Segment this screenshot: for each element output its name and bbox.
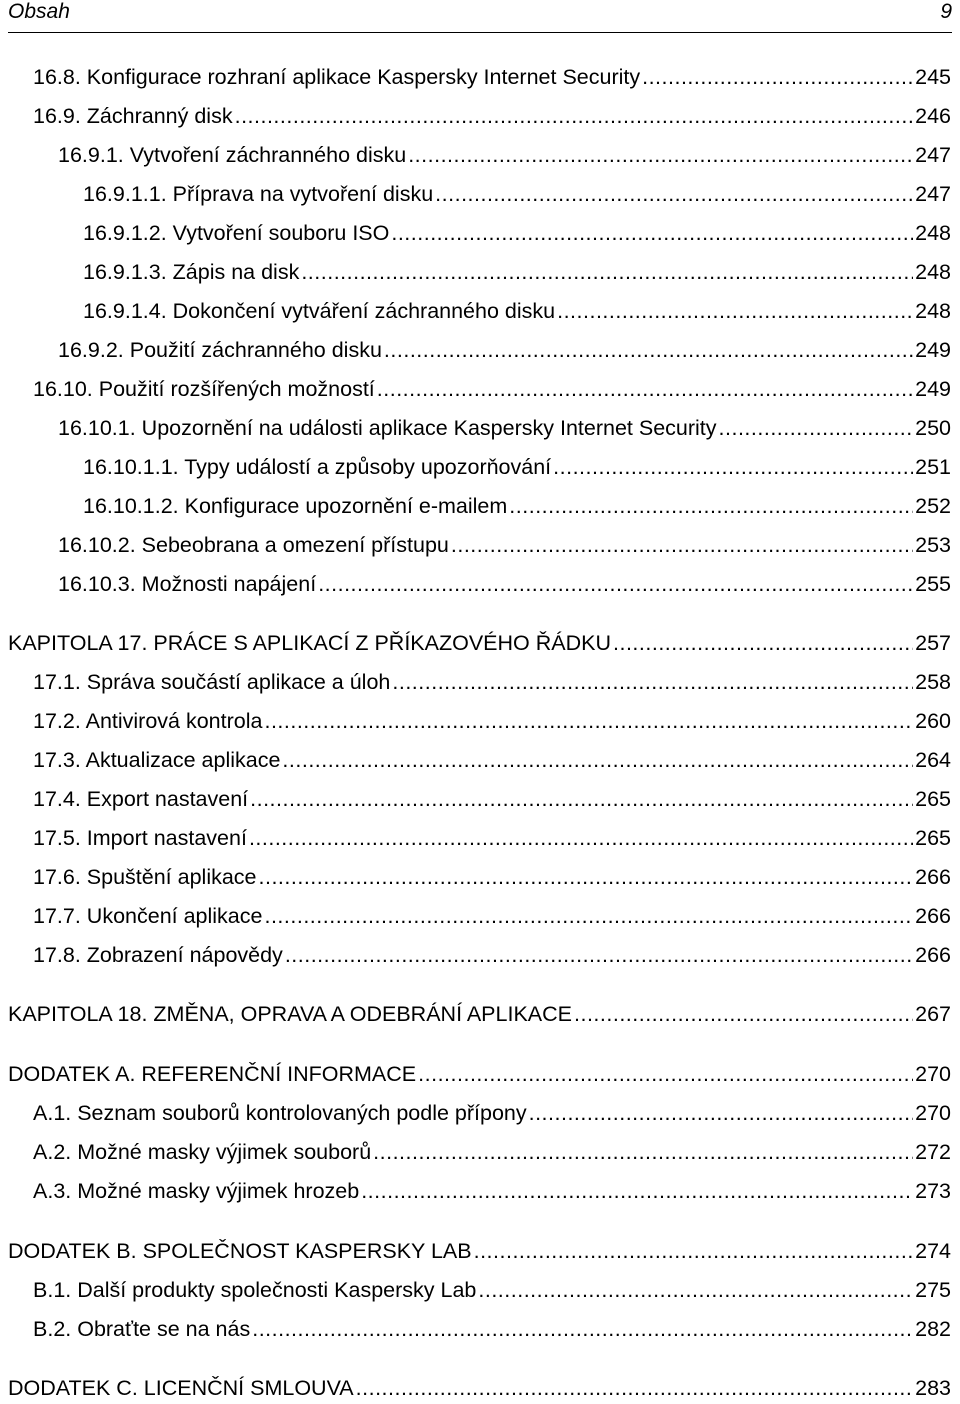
toc-entry-page: 272: [915, 1140, 951, 1164]
toc-entry[interactable]: [58, 571, 951, 597]
toc-entry[interactable]: [33, 825, 951, 851]
toc-entry-title: DODATEK A. REFERENČNÍ INFORMACE: [8, 1062, 417, 1086]
toc-dot-leader: [250, 786, 913, 812]
toc-entry-page: 245: [915, 65, 951, 89]
toc-entry[interactable]: [33, 64, 951, 90]
toc-entry[interactable]: [8, 630, 951, 656]
toc-entry[interactable]: [83, 181, 951, 207]
toc-entry-title: B.1. Další produkty společnosti Kaspersky Lab: [33, 1278, 477, 1302]
toc-entry-page: 249: [915, 338, 951, 362]
toc-dot-leader: [373, 1139, 913, 1165]
toc-entry-page: 248: [915, 299, 951, 323]
toc-entry-page: 270: [915, 1062, 951, 1086]
toc-dot-leader: [318, 571, 913, 597]
toc-dot-leader: [384, 337, 913, 363]
toc-entry-page: 265: [915, 787, 951, 811]
toc-dot-leader: [264, 903, 913, 929]
toc-entry-title: 16.10.1.2. Konfigurace upozornění e-mailem: [83, 494, 508, 518]
toc-entry[interactable]: [83, 493, 951, 519]
toc-entry-page: 252: [915, 494, 951, 518]
toc-dot-leader: [574, 1001, 913, 1027]
toc-dot-leader: [356, 1375, 913, 1401]
toc-entry-title: B.2. Obraťte se na nás: [33, 1317, 251, 1341]
toc-dot-leader: [361, 1178, 913, 1204]
toc-dot-leader: [553, 454, 913, 480]
toc-entry-page: 247: [915, 182, 951, 206]
toc-entry-page: 253: [915, 533, 951, 557]
toc-entry-page: 270: [915, 1101, 951, 1125]
toc-entry[interactable]: [58, 415, 951, 441]
header-page-number: 9: [940, 0, 952, 23]
toc-entry-title: DODATEK B. SPOLEČNOST KASPERSKY LAB: [8, 1239, 472, 1263]
toc-entry-page: 258: [915, 670, 951, 694]
toc-entry-title: A.3. Možné masky výjimek hrozeb: [33, 1179, 360, 1203]
toc-entry-page: 266: [915, 904, 951, 928]
toc-entry-page: 273: [915, 1179, 951, 1203]
toc-entry-page: 266: [915, 943, 951, 967]
toc-entry[interactable]: [83, 454, 951, 480]
toc-entry[interactable]: [33, 708, 951, 734]
toc-entry[interactable]: [33, 786, 951, 812]
toc-entry[interactable]: [8, 1001, 951, 1027]
toc-dot-leader: [377, 376, 913, 402]
header-title: Obsah: [8, 0, 70, 23]
toc-entry[interactable]: [8, 1061, 951, 1087]
toc-dot-leader: [613, 630, 913, 656]
page-header: [8, 0, 952, 33]
toc-entry-title: 16.8. Konfigurace rozhraní aplikace Kaspersky Internet Security: [33, 65, 641, 89]
toc-dot-leader: [249, 825, 913, 851]
toc-entry-page: 249: [915, 377, 951, 401]
toc-entry[interactable]: [33, 1100, 951, 1126]
toc-entry-page: 266: [915, 865, 951, 889]
toc-entry-page: 246: [915, 104, 951, 128]
toc-entry[interactable]: [33, 669, 951, 695]
toc-dot-leader: [719, 415, 914, 441]
toc-dot-leader: [557, 298, 913, 324]
toc-entry[interactable]: [33, 1316, 951, 1342]
toc-entry-page: 267: [915, 1002, 951, 1026]
toc-entry-page: 265: [915, 826, 951, 850]
toc-entry-title: 16.10.2. Sebeobrana a omezení přístupu: [58, 533, 449, 557]
toc-entry-page: 282: [915, 1317, 951, 1341]
toc-entry[interactable]: [58, 142, 951, 168]
toc-dot-leader: [529, 1100, 914, 1126]
toc-dot-leader: [642, 64, 913, 90]
toc-entry-title: 16.10. Použití rozšířených možností: [33, 377, 375, 401]
toc-entry-title: KAPITOLA 18. ZMĚNA, OPRAVA A ODEBRÁNÍ APLIKACE: [8, 1002, 572, 1026]
toc-entry[interactable]: [33, 1277, 951, 1303]
toc-entry-title: 16.9.1.2. Vytvoření souboru ISO: [83, 221, 390, 245]
toc-entry-page: 251: [915, 455, 951, 479]
toc-entry-title: KAPITOLA 17. PRÁCE S APLIKACÍ Z PŘÍKAZOVÉHO ŘÁDKU: [8, 631, 611, 655]
toc-entry-title: 17.1. Správa součástí aplikace a úloh: [33, 670, 391, 694]
toc-dot-leader: [301, 259, 913, 285]
toc-entry-page: 247: [915, 143, 951, 167]
toc-entry[interactable]: [33, 376, 951, 402]
toc-entry-page: 248: [915, 221, 951, 245]
toc-entry[interactable]: [83, 298, 951, 324]
toc-dot-leader: [509, 493, 913, 519]
toc-entry[interactable]: [83, 259, 951, 285]
toc-entry[interactable]: [33, 1139, 951, 1165]
toc-entry-title: 16.9.1.4. Dokončení vytváření záchranného disku: [83, 299, 556, 323]
toc-entry[interactable]: [33, 747, 951, 773]
toc-entry-page: 275: [915, 1278, 951, 1302]
toc-entry-title: 16.10.1.1. Typy událostí a způsoby upozorňování: [83, 455, 552, 479]
toc-entry[interactable]: [33, 942, 951, 968]
toc-entry-title: 16.10.3. Možnosti napájení: [58, 572, 317, 596]
toc-entry-title: 16.9.1.3. Zápis na disk: [83, 260, 300, 284]
toc-entry-page: 255: [915, 572, 951, 596]
toc-entry-title: 17.6. Spuštění aplikace: [33, 865, 257, 889]
toc-entry-title: DODATEK C. LICENČNÍ SMLOUVA: [8, 1376, 354, 1400]
toc-entry[interactable]: [33, 1178, 951, 1204]
toc-entry-title: A.2. Možné masky výjimek souborů: [33, 1140, 372, 1164]
toc-entry-title: 17.8. Zobrazení nápovědy: [33, 943, 283, 967]
toc-entry-title: 16.9.1. Vytvoření záchranného disku: [58, 143, 407, 167]
toc-dot-leader: [435, 181, 913, 207]
toc-entry-title: 17.3. Aktualizace aplikace: [33, 748, 281, 772]
toc-dot-leader: [408, 142, 913, 168]
toc-entry[interactable]: [33, 903, 951, 929]
toc-entry[interactable]: [58, 337, 951, 363]
toc-entry-page: 274: [915, 1239, 951, 1263]
toc-entry-page: 260: [915, 709, 951, 733]
toc-entry-title: 17.5. Import nastavení: [33, 826, 247, 850]
toc-dot-leader: [451, 532, 913, 558]
toc-entry-title: 17.4. Export nastavení: [33, 787, 249, 811]
toc-dot-leader: [264, 708, 913, 734]
toc-entry-title: 17.7. Ukončení aplikace: [33, 904, 263, 928]
toc-dot-leader: [474, 1238, 914, 1264]
toc-entry[interactable]: [8, 1238, 951, 1264]
toc-dot-leader: [418, 1061, 913, 1087]
toc-entry[interactable]: [58, 532, 951, 558]
toc-entry[interactable]: [33, 103, 951, 129]
toc-dot-leader: [285, 942, 913, 968]
toc-entry[interactable]: [8, 1375, 951, 1401]
toc-entry-title: 17.2. Antivirová kontrola: [33, 709, 263, 733]
toc-dot-leader: [392, 669, 913, 695]
toc-dot-leader: [478, 1277, 913, 1303]
toc-dot-leader: [252, 1316, 913, 1342]
toc-entry[interactable]: [83, 220, 951, 246]
toc-entry-title: A.1. Seznam souborů kontrolovaných podle přípony: [33, 1101, 527, 1125]
toc-entry-title: 16.9. Záchranný disk: [33, 104, 233, 128]
toc-dot-leader: [235, 103, 914, 129]
toc-entry[interactable]: [33, 864, 951, 890]
toc-entry-page: 283: [915, 1376, 951, 1400]
toc-entry-page: 264: [915, 748, 951, 772]
toc-dot-leader: [282, 747, 913, 773]
toc-entry-page: 250: [915, 416, 951, 440]
toc-dot-leader: [391, 220, 913, 246]
toc-dot-leader: [259, 864, 914, 890]
toc-entry-title: 16.9.2. Použití záchranného disku: [58, 338, 382, 362]
toc-entry-title: 16.10.1. Upozornění na události aplikace Kaspersky Internet Security: [58, 416, 717, 440]
toc-entry-page: 248: [915, 260, 951, 284]
toc-entry-title: 16.9.1.1. Příprava na vytvoření disku: [83, 182, 434, 206]
toc-entry-page: 257: [915, 631, 951, 655]
